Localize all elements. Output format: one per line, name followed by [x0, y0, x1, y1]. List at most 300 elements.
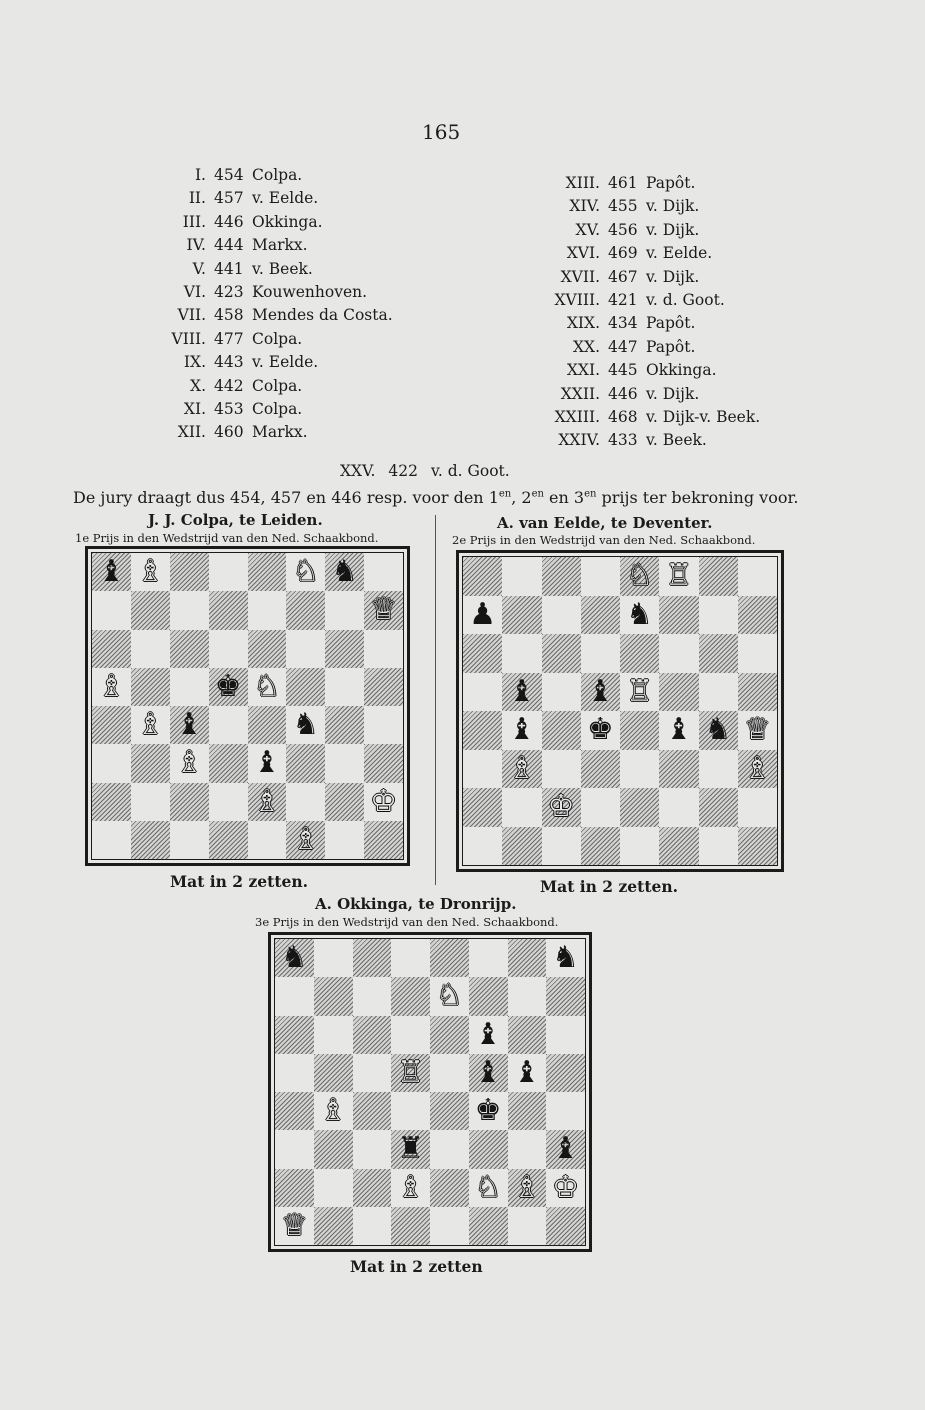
white-rook-icon: ♖	[665, 558, 693, 594]
board-square-f4	[286, 706, 325, 744]
ranking-score: 458	[214, 306, 244, 325]
ranking-number: XIII.	[565, 174, 600, 192]
ranking-name: v. Dijk.	[646, 267, 700, 286]
board-square-e7	[248, 591, 287, 629]
board-square-h5	[364, 668, 403, 706]
board-square-f3	[286, 744, 325, 782]
board-square-c7	[170, 591, 209, 629]
board-square-g5	[508, 1054, 547, 1092]
ranking-number: X.	[190, 376, 206, 395]
ranking-row	[150, 211, 393, 234]
problem-2-title: A. van Eelde, te Deventer.	[497, 514, 713, 532]
board-square-c2	[542, 788, 581, 827]
board-square-h1	[364, 821, 403, 859]
ranking-number: XVIII.	[554, 291, 600, 310]
board-square-f2	[286, 783, 325, 821]
ranking-row	[526, 429, 760, 452]
board-square-e5	[620, 673, 659, 712]
ranking-number: I.	[194, 166, 206, 184]
board-square-g5	[699, 673, 738, 712]
ranking-score: 444	[214, 236, 244, 255]
ranking-name: Papôt.	[646, 337, 696, 356]
ranking-name: v. Beek.	[252, 259, 313, 278]
ranking-name: v. Eelde.	[252, 189, 319, 208]
problem-3-subtitle: 3e Prijs in den Wedstrijd van den Ned. Schaakbond.	[255, 915, 559, 929]
board-square-d5	[581, 673, 620, 712]
board-square-h2	[546, 1169, 585, 1207]
board-square-e8	[430, 939, 469, 977]
board-square-f6	[659, 634, 698, 673]
black-king-icon: ♚	[586, 712, 614, 748]
ranking-name: v. Dijk.	[646, 384, 700, 403]
board-square-c3	[353, 1130, 392, 1168]
board-square-g1	[508, 1207, 547, 1245]
board-square-e5	[430, 1054, 469, 1092]
board-square-a5	[463, 673, 502, 712]
ranking-score: 421	[608, 291, 638, 310]
board-square-h3	[364, 744, 403, 782]
ranking-number: XXI.	[566, 361, 600, 380]
page-number: 165	[422, 120, 461, 144]
board-square-c7	[542, 596, 581, 635]
ranking-row	[150, 187, 393, 210]
ranking-number: XIV.	[569, 197, 600, 216]
ranking-row	[526, 312, 760, 335]
board-square-f3	[659, 750, 698, 789]
board-square-b6	[314, 1016, 353, 1054]
ranking-number: II.	[188, 189, 206, 208]
board-square-b7	[502, 596, 541, 635]
ranking-number: XXII.	[560, 384, 600, 403]
board-square-d3	[391, 1130, 430, 1168]
board-square-h6	[738, 634, 777, 673]
board-square-c1	[542, 827, 581, 866]
ranking-name: Colpa.	[252, 376, 303, 395]
problem-3-title: A. Okkinga, te Dronrijp.	[315, 895, 517, 913]
board-square-e3	[430, 1130, 469, 1168]
board-square-c8	[170, 553, 209, 591]
ranking-number: XV.	[575, 220, 600, 239]
board-square-h8	[546, 939, 585, 977]
ranking-row	[526, 336, 760, 359]
ranking-number: IV.	[186, 236, 206, 255]
white-king-icon: ♔	[552, 1169, 580, 1205]
board-square-c1	[353, 1207, 392, 1245]
board-square-f5	[286, 668, 325, 706]
board-square-d6	[391, 1016, 430, 1054]
board-square-f1	[286, 821, 325, 859]
ordinal-suffix: en	[584, 488, 597, 500]
board-square-b6	[131, 630, 170, 668]
ranking-row	[526, 195, 760, 218]
board-square-d6	[581, 634, 620, 673]
ranking-row	[150, 375, 393, 398]
ranking-row	[150, 398, 393, 421]
white-knight-icon: ♘	[626, 558, 654, 594]
board-square-g2	[508, 1169, 547, 1207]
board-square-g3	[699, 750, 738, 789]
ranking-name: v. Dijk-v. Beek.	[646, 408, 761, 427]
board-square-d1	[209, 821, 248, 859]
board-square-c4	[353, 1092, 392, 1130]
board-square-g1	[325, 821, 364, 859]
ranking-name: v. d. Goot.	[430, 462, 510, 480]
board-square-d7	[391, 977, 430, 1015]
board-square-a4	[92, 706, 131, 744]
board-square-b5	[502, 673, 541, 712]
white-bishop-icon: ♗	[292, 821, 320, 857]
ranking-row	[526, 289, 760, 312]
board-square-h3	[546, 1130, 585, 1168]
white-knight-icon: ♘	[292, 554, 320, 590]
board-square-c2	[353, 1169, 392, 1207]
board-square-g6	[508, 1016, 547, 1054]
board-square-g3	[508, 1130, 547, 1168]
black-rook-icon: ♜	[397, 1131, 425, 1167]
board-square-a3	[275, 1130, 314, 1168]
board-square-f1	[659, 827, 698, 866]
board-square-c3	[542, 750, 581, 789]
ranking-row	[150, 281, 393, 304]
black-bishop-icon: ♝	[586, 673, 614, 709]
ranking-number: VIII.	[171, 329, 206, 348]
board-square-h4	[364, 706, 403, 744]
board-square-e6	[620, 634, 659, 673]
board-square-h2	[364, 783, 403, 821]
board-square-c8	[542, 557, 581, 596]
board-square-d3	[209, 744, 248, 782]
ranking-number: VI.	[183, 283, 206, 302]
ranking-score: 468	[608, 408, 638, 427]
white-queen-icon: ♕	[743, 712, 771, 748]
board-square-a1	[275, 1207, 314, 1245]
board-square-a8	[275, 939, 314, 977]
problem-2-caption: Mat in 2 zetten.	[540, 877, 679, 896]
board-square-a6	[275, 1016, 314, 1054]
ranking-name: Colpa.	[252, 400, 303, 419]
ranking-score: 453	[214, 400, 244, 419]
board-square-c3	[170, 744, 209, 782]
board-square-d3	[581, 750, 620, 789]
board-square-e8	[248, 553, 287, 591]
jury-statement	[73, 488, 798, 507]
board-square-d5	[209, 668, 248, 706]
board-square-b4	[314, 1092, 353, 1130]
board-square-b3	[314, 1130, 353, 1168]
ranking-name: v. Beek.	[646, 431, 707, 450]
black-knight-icon: ♞	[552, 940, 580, 976]
board-square-d4	[581, 711, 620, 750]
board-square-f7	[286, 591, 325, 629]
board-square-h4	[738, 711, 777, 750]
board-square-f4	[659, 711, 698, 750]
ranking-number: IX.	[183, 353, 206, 372]
ranking-row	[150, 258, 393, 281]
board-square-c6	[542, 634, 581, 673]
ranking-score: 460	[214, 423, 244, 442]
board-square-c5	[542, 673, 581, 712]
board-square-f1	[469, 1207, 508, 1245]
board-square-a5	[275, 1054, 314, 1092]
black-king-icon: ♚	[474, 1093, 502, 1129]
ranking-name: Kouwenhoven.	[252, 283, 368, 302]
ranking-row	[150, 421, 393, 444]
ranking-row	[150, 351, 393, 374]
board-square-e7	[620, 596, 659, 635]
board-square-d1	[581, 827, 620, 866]
board-square-a7	[92, 591, 131, 629]
board-square-e7	[430, 977, 469, 1015]
board-square-g6	[325, 630, 364, 668]
board-square-g2	[325, 783, 364, 821]
ranking-row	[526, 266, 760, 289]
board-square-a4	[275, 1092, 314, 1130]
board-square-b8	[314, 939, 353, 977]
ranking-score: 434	[608, 314, 638, 333]
board-square-a2	[92, 783, 131, 821]
board-square-e1	[248, 821, 287, 859]
board-square-b4	[502, 711, 541, 750]
board-square-b3	[131, 744, 170, 782]
board-square-c1	[170, 821, 209, 859]
problem-1-title: J. J. Colpa, te Leiden.	[148, 511, 323, 529]
board-square-a3	[463, 750, 502, 789]
board-square-h8	[364, 553, 403, 591]
ranking-row	[526, 383, 760, 406]
ranking-score: 423	[214, 283, 244, 302]
board-square-b5	[314, 1054, 353, 1092]
board-square-b2	[131, 783, 170, 821]
board-square-a7	[275, 977, 314, 1015]
board-square-g6	[699, 634, 738, 673]
board-square-c4	[170, 706, 209, 744]
board-square-g7	[699, 596, 738, 635]
white-knight-icon: ♘	[253, 668, 281, 704]
ranking-score: 469	[608, 244, 638, 263]
board-square-f5	[469, 1054, 508, 1092]
ranking-row-last	[340, 462, 510, 480]
board-square-h4	[546, 1092, 585, 1130]
ranking-name: v. Eelde.	[252, 353, 319, 372]
board-square-a1	[463, 827, 502, 866]
ranking-name: Okkinga.	[646, 361, 717, 380]
board-square-g2	[699, 788, 738, 827]
problem-2-subtitle: 2e Prijs in den Wedstrijd van den Ned. Schaakbond.	[452, 533, 756, 547]
white-bishop-icon: ♗	[136, 707, 164, 743]
black-knight-icon: ♞	[292, 707, 320, 743]
board-square-h5	[546, 1054, 585, 1092]
ranking-name: Okkinga.	[252, 212, 323, 231]
board-square-d4	[209, 706, 248, 744]
board-square-c4	[542, 711, 581, 750]
ranking-row	[150, 304, 393, 327]
board-square-h7	[738, 596, 777, 635]
board-square-a3	[92, 744, 131, 782]
board-square-g5	[325, 668, 364, 706]
white-bishop-icon: ♗	[743, 750, 771, 786]
white-knight-icon: ♘	[435, 978, 463, 1014]
board-square-e4	[248, 706, 287, 744]
white-queen-icon: ♕	[280, 1207, 308, 1243]
chess-board-2	[456, 550, 784, 872]
white-king-icon: ♔	[370, 783, 398, 819]
ranking-name: v. d. Goot.	[646, 291, 725, 310]
board-square-f8	[659, 557, 698, 596]
problem-3-caption: Mat in 2 zetten	[350, 1257, 483, 1276]
board-square-a2	[275, 1169, 314, 1207]
white-bishop-icon: ♗	[175, 745, 203, 781]
white-rook-icon: ♖	[397, 1054, 425, 1090]
board-square-g4	[508, 1092, 547, 1130]
board-square-a4	[463, 711, 502, 750]
problem-1-caption: Mat in 2 zetten.	[170, 872, 309, 891]
board-square-b8	[131, 553, 170, 591]
black-bishop-icon: ♝	[508, 673, 536, 709]
board-square-b1	[314, 1207, 353, 1245]
board-square-b3	[502, 750, 541, 789]
column-divider	[435, 515, 436, 885]
ordinal-suffix: en	[531, 488, 544, 500]
ranking-score: 441	[214, 259, 244, 278]
board-square-e3	[620, 750, 659, 789]
board-square-g4	[325, 706, 364, 744]
board-square-d7	[581, 596, 620, 635]
board-square-f6	[469, 1016, 508, 1054]
white-bishop-icon: ♗	[136, 554, 164, 590]
board-square-e8	[620, 557, 659, 596]
board-square-d2	[209, 783, 248, 821]
white-queen-icon: ♕	[370, 592, 398, 628]
board-square-e2	[620, 788, 659, 827]
board-square-d8	[391, 939, 430, 977]
ranking-row	[150, 164, 393, 187]
board-square-h5	[738, 673, 777, 712]
black-knight-icon: ♞	[704, 712, 732, 748]
white-bishop-icon: ♗	[508, 750, 536, 786]
board-square-f7	[659, 596, 698, 635]
white-rook-icon: ♖	[626, 673, 654, 709]
ranking-name: v. Dijk.	[646, 220, 700, 239]
jury-text-part: De jury draagt dus 454, 457 en 446 resp. voor den 1	[73, 488, 499, 507]
board-square-e3	[248, 744, 287, 782]
board-square-c2	[170, 783, 209, 821]
board-square-a5	[92, 668, 131, 706]
board-square-a7	[463, 596, 502, 635]
black-knight-icon: ♞	[626, 596, 654, 632]
ranking-number: XX.	[573, 337, 600, 356]
problem-1-subtitle: 1e Prijs in den Wedstrijd van den Ned. Schaakbond.	[75, 531, 379, 545]
ranking-row	[526, 242, 760, 265]
board-square-f6	[286, 630, 325, 668]
ranking-name: Papôt.	[646, 174, 696, 192]
ranking-number: XI.	[183, 400, 206, 419]
ranking-name: v. Eelde.	[646, 244, 713, 263]
ranking-score: 442	[214, 376, 244, 395]
ranking-number: XXIII.	[554, 408, 600, 427]
ranking-number: XIX.	[566, 314, 600, 333]
white-bishop-icon: ♗	[319, 1093, 347, 1129]
board-square-g8	[325, 553, 364, 591]
ranking-score: 433	[608, 431, 638, 450]
board-square-g4	[699, 711, 738, 750]
board-square-b5	[131, 668, 170, 706]
ranking-name: Mendes da Costa.	[252, 306, 393, 325]
ranking-row	[526, 359, 760, 382]
ranking-number: XVI.	[566, 244, 600, 263]
board-square-f8	[286, 553, 325, 591]
board-square-c5	[353, 1054, 392, 1092]
white-bishop-icon: ♗	[253, 783, 281, 819]
board-square-e6	[430, 1016, 469, 1054]
board-square-h8	[738, 557, 777, 596]
ranking-score: 457	[214, 189, 244, 208]
ranking-score: 456	[608, 220, 638, 239]
jury-text-part: prijs ter bekroning voor.	[596, 488, 799, 507]
board-square-a6	[92, 630, 131, 668]
board-square-d4	[391, 1092, 430, 1130]
board-square-b7	[131, 591, 170, 629]
ranking-name: Colpa.	[252, 329, 303, 348]
ranking-number: XXIV.	[558, 431, 600, 450]
ranking-number: XXV.	[340, 462, 376, 480]
board-square-a2	[463, 788, 502, 827]
black-bishop-icon: ♝	[513, 1054, 541, 1090]
board-square-d8	[581, 557, 620, 596]
board-square-c8	[353, 939, 392, 977]
chess-board-3	[268, 932, 592, 1252]
board-square-c6	[170, 630, 209, 668]
board-square-e5	[248, 668, 287, 706]
black-bishop-icon: ♝	[552, 1131, 580, 1167]
board-square-c5	[170, 668, 209, 706]
board-square-g1	[699, 827, 738, 866]
board-square-g3	[325, 744, 364, 782]
ranking-score: 443	[214, 353, 244, 372]
board-square-a8	[463, 557, 502, 596]
board-square-f4	[469, 1092, 508, 1130]
board-square-b4	[131, 706, 170, 744]
ranking-name: Markx.	[252, 423, 308, 442]
ranking-score: 446	[608, 384, 638, 403]
black-knight-icon: ♞	[331, 554, 359, 590]
board-square-b8	[502, 557, 541, 596]
board-square-e2	[430, 1169, 469, 1207]
black-bishop-icon: ♝	[474, 1016, 502, 1052]
ranking-score: 461	[608, 174, 638, 192]
ranking-score: 454	[214, 166, 244, 184]
board-square-d7	[209, 591, 248, 629]
ranking-score: 455	[608, 197, 638, 216]
board-square-d2	[391, 1169, 430, 1207]
ranking-row	[526, 406, 760, 429]
black-bishop-icon: ♝	[253, 745, 281, 781]
board-square-f2	[469, 1169, 508, 1207]
board-square-h7	[364, 591, 403, 629]
board-square-e1	[620, 827, 659, 866]
ranking-number: VII.	[177, 306, 206, 325]
board-square-d5	[391, 1054, 430, 1092]
board-square-e1	[430, 1207, 469, 1245]
board-square-b2	[314, 1169, 353, 1207]
board-square-h7	[546, 977, 585, 1015]
board-square-f3	[469, 1130, 508, 1168]
ranking-score: 422	[388, 462, 419, 480]
board-square-a1	[92, 821, 131, 859]
ranking-list-right	[526, 172, 760, 453]
black-king-icon: ♚	[214, 668, 242, 704]
ranking-name: Markx.	[252, 236, 308, 255]
board-square-a8	[92, 553, 131, 591]
